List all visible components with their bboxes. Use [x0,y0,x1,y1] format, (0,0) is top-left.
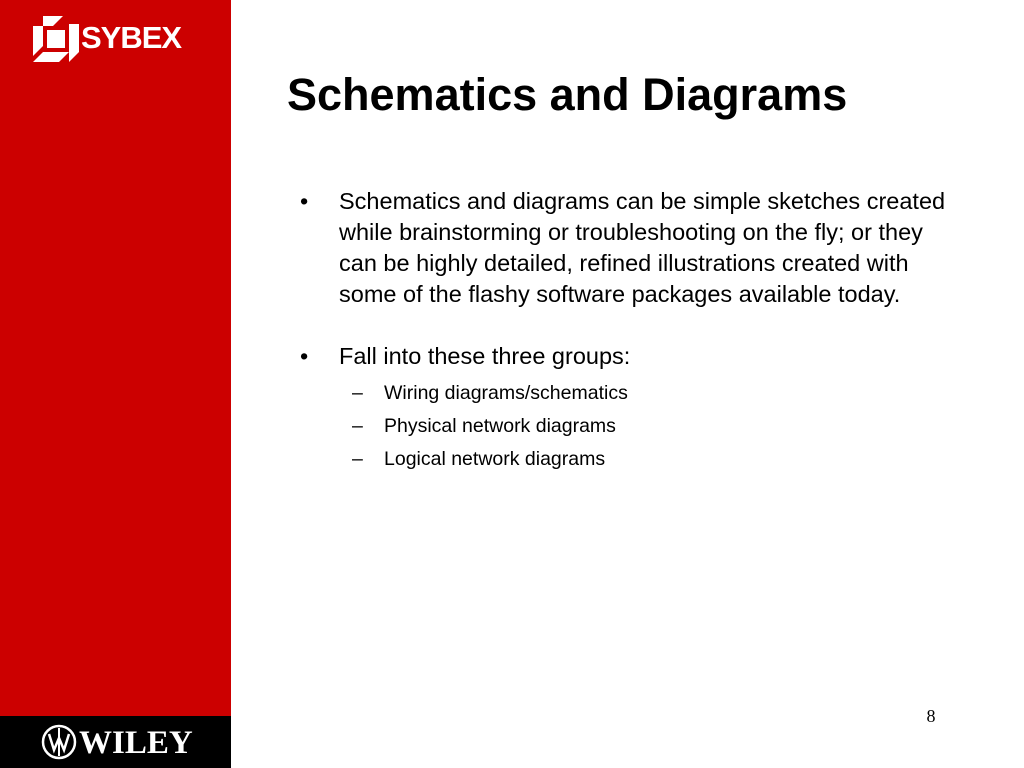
bullet-marker: • [300,188,309,214]
bullet-item [300,341,960,372]
sub-bullet-item [300,410,960,443]
bullet-text: Schematics and diagrams can be simple sketches created while brainstorming or troubleshooting on the fly; or they can be highly detailed, refined illustrations created with some of the flashy software packages available today. [339,188,946,307]
sub-bullet-item [300,443,960,476]
sub-bullet-item [300,377,960,410]
slide-content [300,186,960,476]
bullet-item [300,186,960,310]
sub-bullet-text: Logical network diagrams [384,448,606,470]
sybex-wordmark: SYBEX [81,20,182,55]
sub-bullet-text: Wiring diagrams/schematics [384,382,628,404]
sub-bullet-marker: – [352,382,363,404]
wiley-wordmark: WILEY [79,725,193,761]
sybex-mark-icon [33,16,79,62]
sub-bullet-marker: – [352,448,363,470]
sub-bullet-list [300,377,960,476]
bullet-marker: • [300,343,309,369]
slide-title: Schematics and Diagrams [287,69,848,120]
page-number: 8 [926,706,936,726]
wiley-seal-icon [41,722,77,762]
bullet-text: Fall into these three groups: [339,343,631,369]
sub-bullet-text: Physical network diagrams [384,415,616,437]
sub-bullet-marker: – [352,415,363,437]
sidebar-red-band [0,0,231,716]
